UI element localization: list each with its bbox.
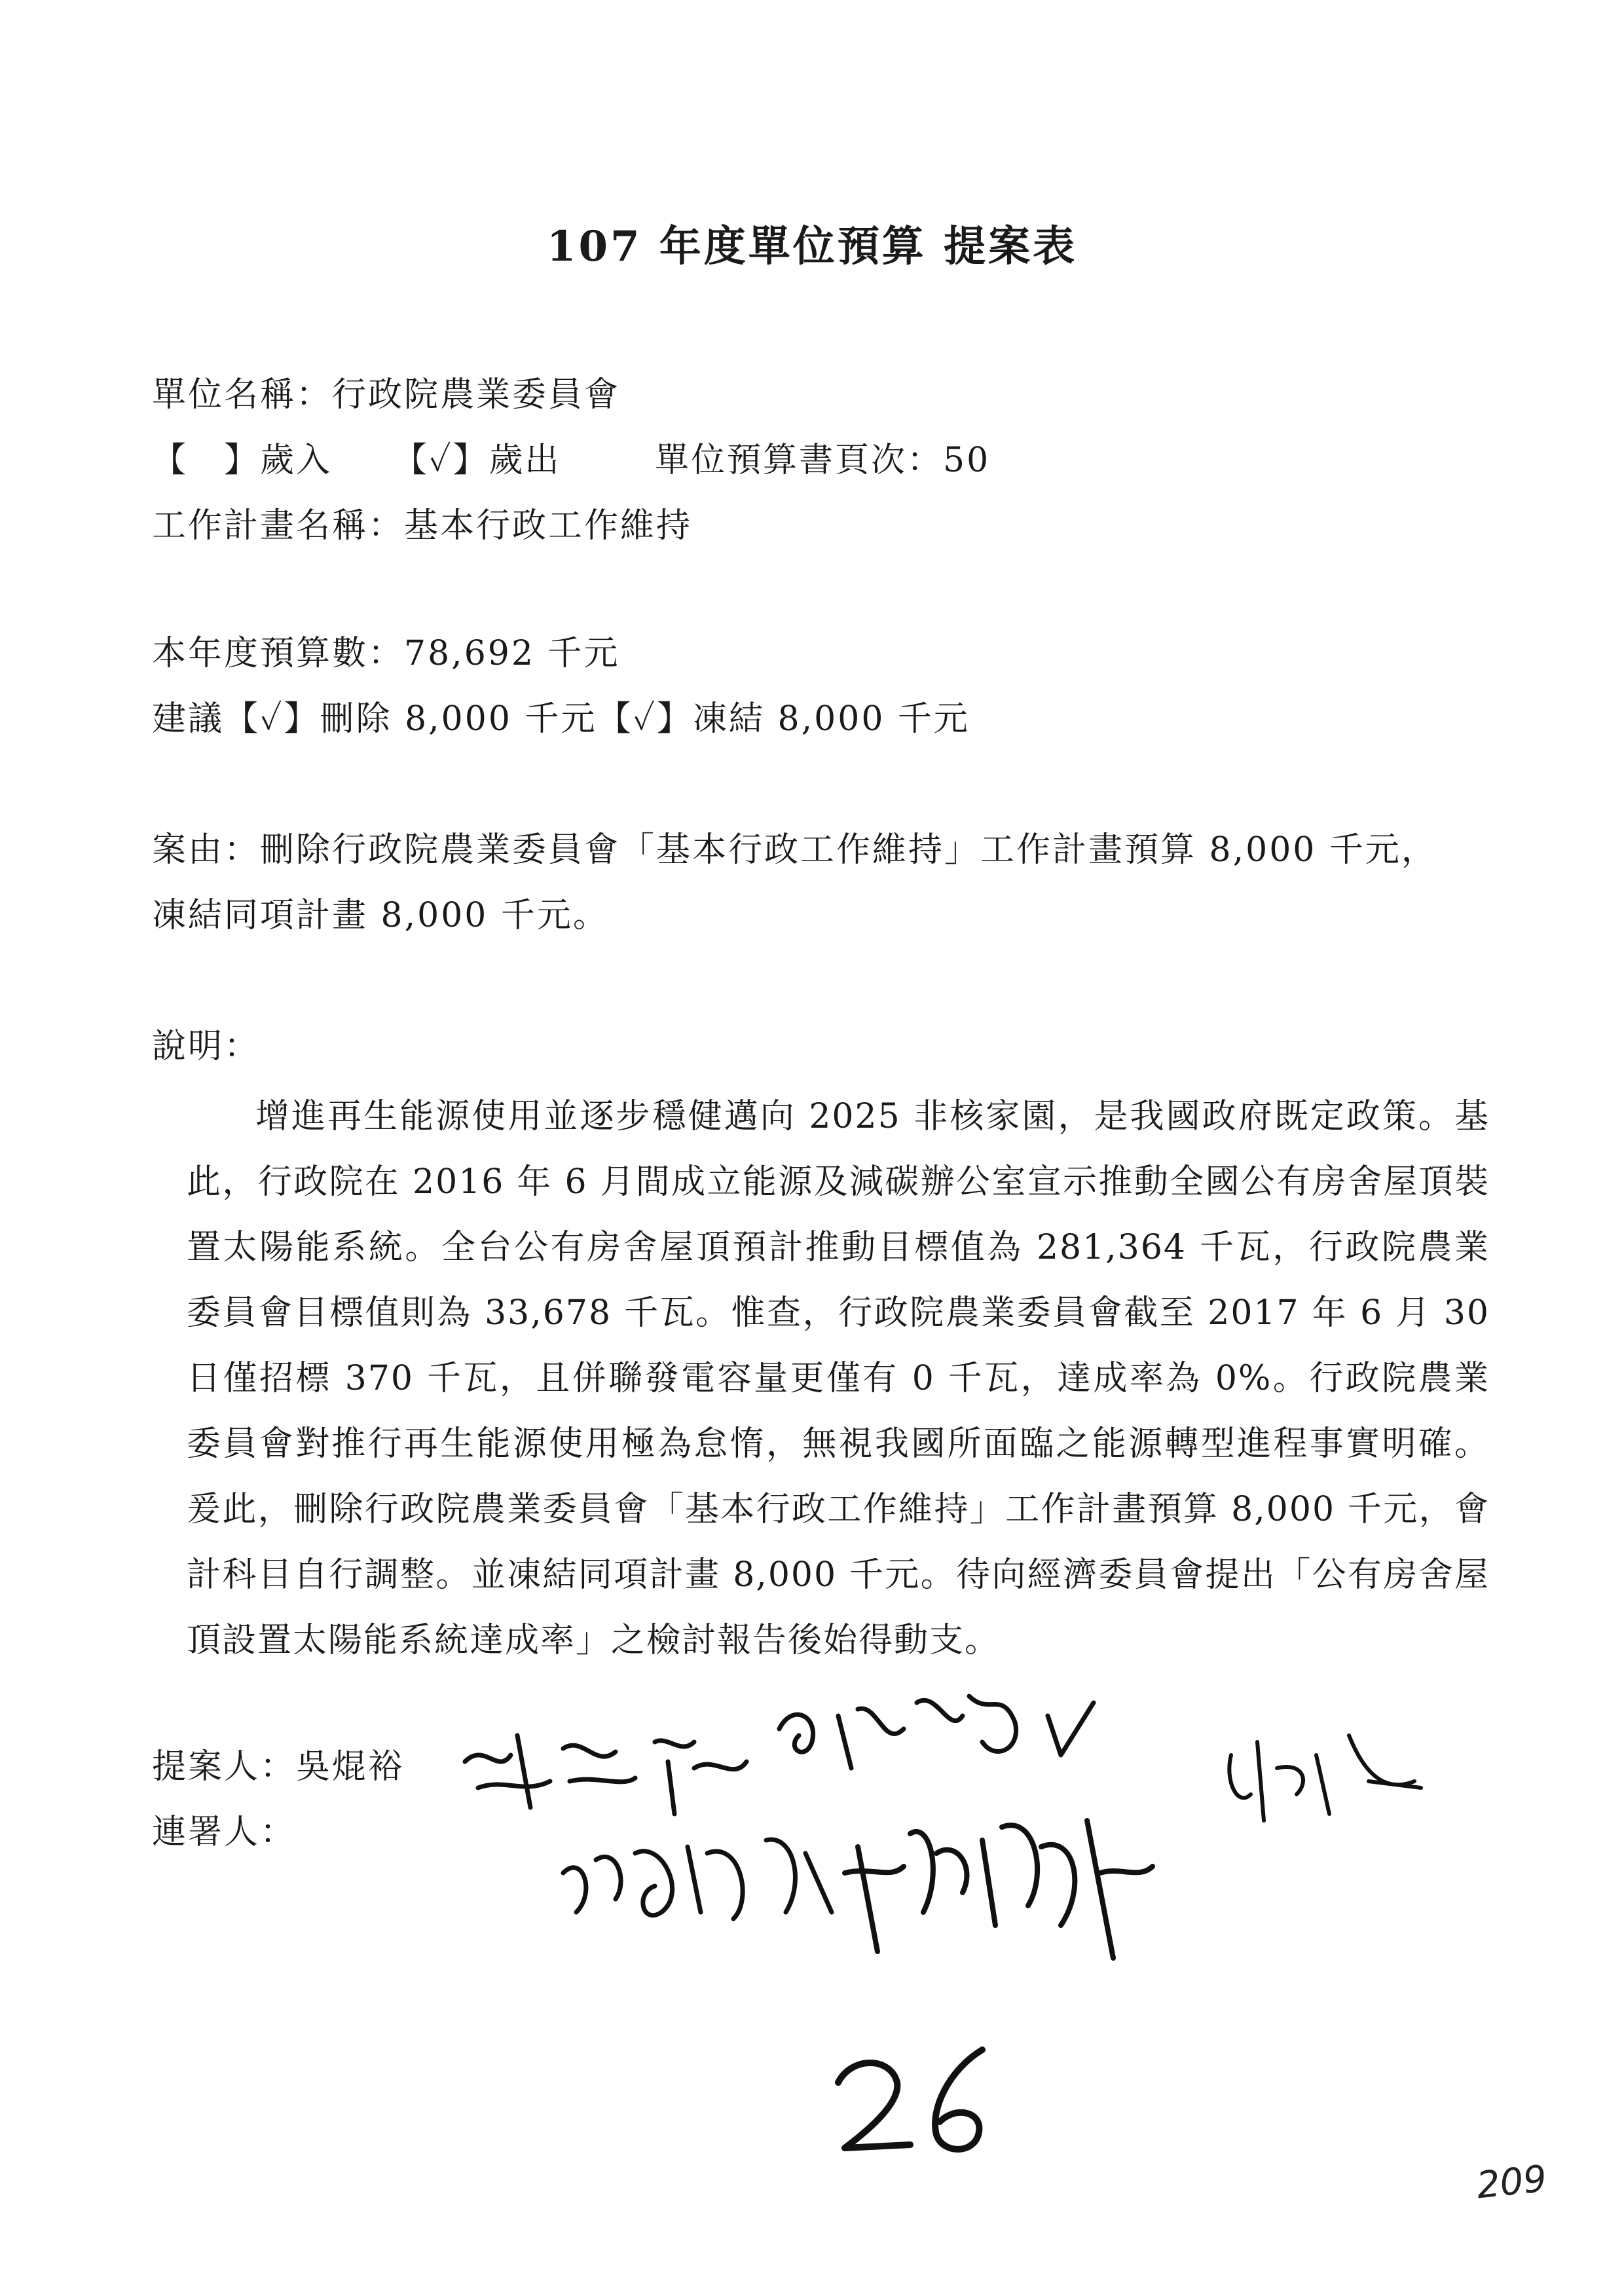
expenditure-option: 【✓】歲出 — [393, 441, 561, 480]
signature-cosigner-4 — [838, 1794, 1166, 1978]
suggestion-line: 建議【✓】刪除 8,000 千元【✓】凍結 8,000 千元 — [152, 699, 970, 739]
signature-cosigner-2 — [1218, 1716, 1434, 1847]
unit-name: 單位名稱：行政院農業委員會 — [152, 375, 621, 415]
budget-page: 單位預算書頁次：50 — [655, 441, 991, 480]
case-line-2: 凍結同項計畫 8,000 千元。 — [152, 896, 609, 935]
case-line-1: 案由：刪除行政院農業委員會「基本行政工作維持」工作計畫預算 8,000 千元， — [152, 830, 1437, 870]
cosigner-label: 連署人： — [152, 1813, 297, 1852]
proposer: 提案人：吳焜裕 — [152, 1747, 405, 1787]
explanation-body: 增進再生能源使用並逐步穩健邁向 2025 非核家園，是我國政府既定政策。基此，行政院在 2016 年 6 月間成立能源及減碳辦公室宣示推動全國公有房舍屋頂裝置太陽能系統。全台公有房舍屋頂預計推動目標值為 281,364 千瓦，行政院農業委員會目標值則為 33,678 千瓦。惟查，行政院農業委員會截至 2017 年 6 月 30 日僅招標 370 千瓦，且併聯發電容量更僅有 0 千瓦，達成率為 0%。行政院農業委員會對推行再生能源使用極為怠惰，無視我國所面臨之能源轉型進程事實明確。爰此，刪除行政院農業委員會「基本行政工作維持」工作計畫預算 8,000 千元，會計科目自行調整。並凍結同項計畫 8,000 千元。待向經濟委員會提出「公有房舍屋頂設置太陽能系統達成率」之檢討報告後始得動支。 — [187, 1097, 1490, 1660]
signature-cosigner-3 — [557, 1814, 858, 1938]
handwritten-page-number — [832, 2043, 1002, 2161]
budget-amount: 本年度預算數：78,692 千元 — [152, 634, 620, 673]
explanation-label: 說明： — [152, 1027, 261, 1066]
signature-cosigner-1 — [766, 1676, 1107, 1794]
signature-proposer — [458, 1716, 760, 1827]
revenue-option: 【 】歲入 — [152, 441, 333, 480]
page-title: 107 年度單位預算 提案表 — [546, 222, 1078, 271]
corner-page-number: 209 — [1474, 2157, 1549, 2208]
program-name: 工作計畫名稱：基本行政工作維持 — [152, 506, 693, 546]
